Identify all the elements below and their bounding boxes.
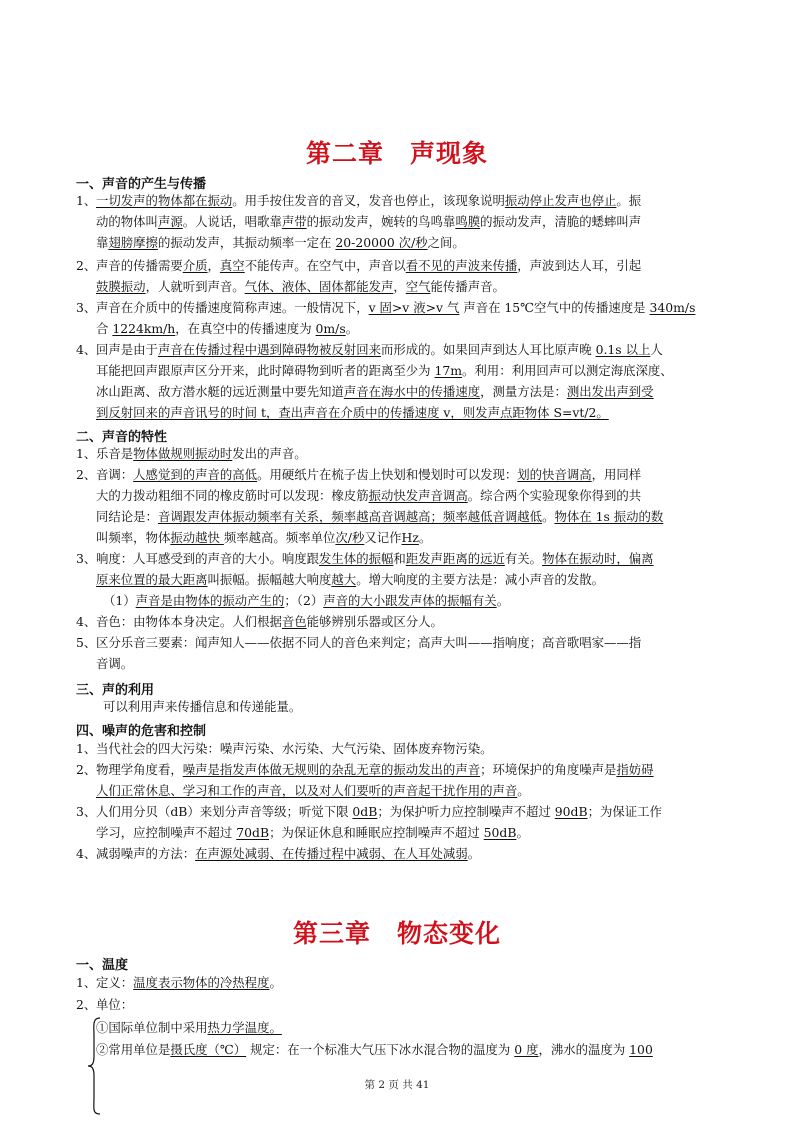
paragraph: 4、音色：由物体本身决定。人们根据音色能够辨别乐器或区分人。 — [76, 614, 443, 629]
paragraph: 3、人们用分贝（dB）来划分声音等级；听觉下限 0dB；为保护听力应控制噪声不超过 90dB；为保证工作 学习，应控制噪声不超过 70dB；为保证休息和睡眠应控制噪声不超过 50dB。 — [76, 804, 662, 840]
paragraph: 2、音调：人感觉到的声音的高低。用硬纸片在梳子齿上快划和慢划时可以发现：划的快音调高，用同样 大的力拨动粗细不同的橡皮筋时可以发现：橡皮筋振动快发声音调高。综合两个实验现象你得到的共 同结论是：音调跟发声体振动频率有关系，频率越高音调越高；频率越低音调越低。物体在 1s 振动的数 叫频率，物体振动越快 频率越高。频率单位次/秒又记作Hz。 — [76, 467, 664, 545]
paragraph: 1、乐音是物体做规则振动时发出的声音。 — [76, 446, 307, 461]
section-heading: 四、噪声的危害和控制 — [76, 724, 207, 739]
paragraph: 3、声音在介质中的传播速度简称声速。一般情况下，v 固>v 液>v 气 声音在 15℃空气中的传播速度是 340m/s 合 1224km/h，在真空中的传播速度为 0m/s。 — [76, 300, 696, 336]
chapter-2-title: 第二章 声现象 — [305, 139, 489, 168]
paragraph: 1、一切发声的物体都在振动。用手按住发音的音叉，发音也停止，该现象说明振动停止发声也停止。振 动的物体叫声源。人说话，唱歌靠声带的振动发声，婉转的鸟鸣靠鸣膜的振动发声，清脆的蟋蟀叫声 靠翅膀摩擦的振动发声，其振动频率一定在 20-20000 次/秒之间。 — [76, 193, 642, 250]
paragraph: 3、响度：人耳感受到的声音的大小。响度跟发生体的振幅和距发声距离的远近有关。物体在振动时，偏离 原来位置的最大距离叫振幅。振幅越大响度越大。增大响度的主要方法是：减小声音的发散。 （1）声音是由物体的振动产生的；（2）声音的大小跟发声体的振幅有关。 — [76, 551, 654, 608]
section-heading: 三、声的利用 — [76, 683, 155, 698]
section-heading: 一、温度 — [76, 958, 129, 973]
paragraph: 4、回声是由于声音在传播过程中遇到障碍物被反射回来而形成的。如果回声到达人耳比原声晚 0.1s 以上人 耳能把回声跟原声区分开来，此时障碍物到听者的距离至少为 17m。利用：利用回声可以测定海底深度、 冰山距离、敌方潜水艇的远近测量中要先知道声音在海水中的传播速度，测量方法是：测出发出声到受 到反射回来的声音讯号的时间 t，查出声音在介质中的传播速度 v，则发声点距物体 S=vt/2。 — [76, 342, 673, 420]
page-number: 第 2 页 共 41 — [364, 1079, 430, 1091]
unit-item: ①国际单位制中采用热力学温度。 — [96, 1020, 282, 1035]
paragraph: 4、减弱噪声的方法：在声源处减弱、在传播过程中减弱、在人耳处减弱。 — [76, 846, 481, 861]
paragraph: 1、定义：温度表示物体的冷热程度。 — [76, 975, 282, 990]
unit-item: ②常用单位是摄氏度（℃） 规定：在一个标准大气压下冰水混合物的温度为 0 度，沸水的温度为 100 — [96, 1042, 653, 1057]
section-heading: 一、声音的产生与传播 — [76, 177, 207, 192]
section-heading: 二、声音的特性 — [76, 430, 168, 445]
paragraph: 5、区分乐音三要素：闻声知人——依据不同人的音色来判定；高声大叫——指响度；高音歌唱家——指 音调。 — [76, 635, 642, 671]
paragraph: 2、声音的传播需要介质，真空不能传声。在空气中，声音以看不见的声波来传播，声波到达人耳，引起 鼓膜振动，人就听到声音。气体、液体、固体都能发声，空气能传播声音。 — [76, 258, 642, 294]
chapter-3-title: 第三章 物态变化 — [292, 919, 502, 948]
paragraph: 1、当代社会的四大污染：噪声污染、水污染、大气污染、固体废弃物污染。 — [76, 741, 493, 756]
paragraph: 2、单位： — [76, 997, 134, 1012]
paragraph: 可以利用声来传播信息和传递能量。 — [103, 699, 302, 714]
paragraph: 2、物理学角度看，噪声是指发声体做无规则的杂乱无章的振动发出的声音；环境保护的角度噪声是指妨碍 人们正常休息、学习和工作的声音，以及对人们要听的声音起干扰作用的声音。 — [76, 762, 654, 798]
